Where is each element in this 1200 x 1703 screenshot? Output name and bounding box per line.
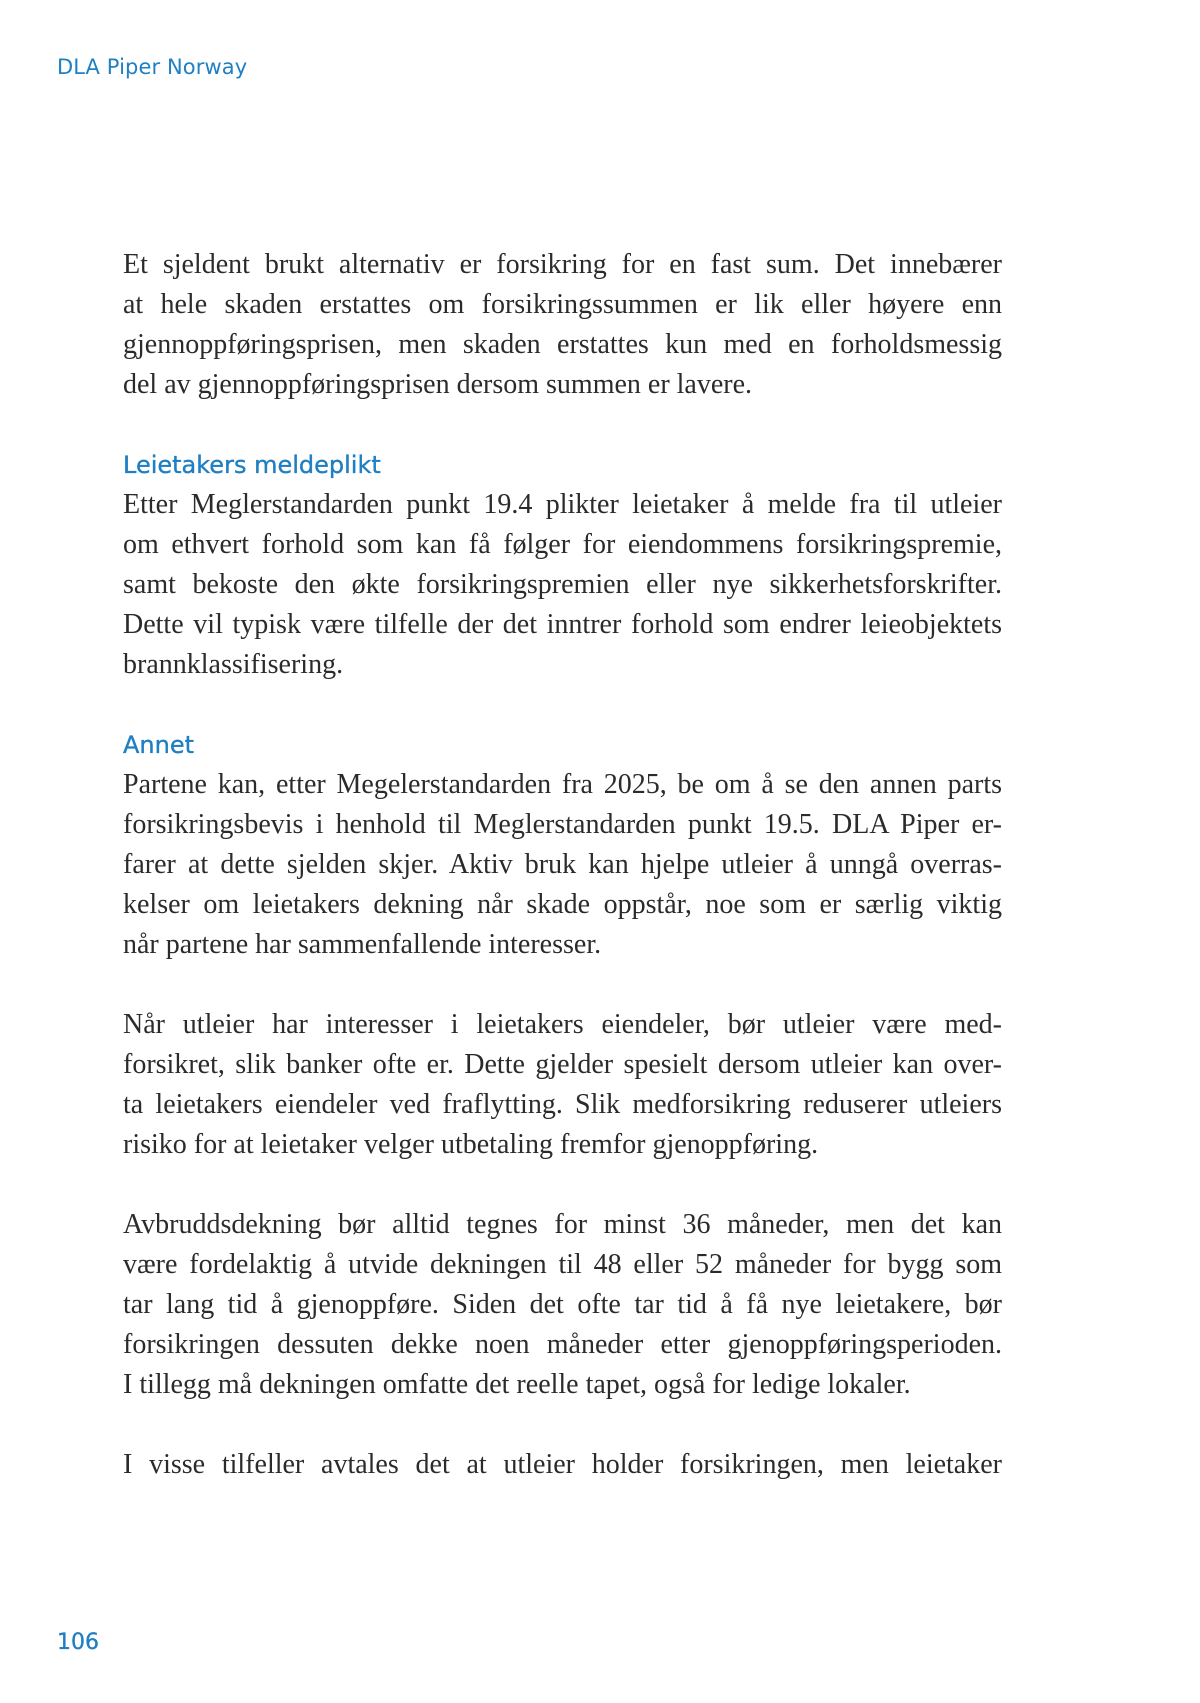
text-line: Partene kan, etter Megelerstandarden fra 2025, be om å se den annen parts bbox=[123, 769, 1002, 800]
spacer bbox=[123, 965, 1002, 1005]
section-heading-notification-duty: Leietakers meldeplikt bbox=[123, 451, 381, 479]
text-line: brannklassifisering. bbox=[123, 649, 344, 680]
section-heading-other: Annet bbox=[123, 731, 195, 759]
spacer bbox=[123, 685, 1002, 725]
paragraph-landlord-holds-insurance bbox=[123, 1445, 1002, 1485]
text-line: at hele skaden erstattes om forsikringssummen er lik eller høyere enn bbox=[123, 289, 1002, 320]
text-line: være fordelaktig å utvide dekningen til 48 eller 52 måneder for bygg som bbox=[123, 1249, 1002, 1280]
text-line: forsikret, slik banker ofte er. Dette gjelder spesielt dersom utleier kan over- bbox=[123, 1049, 1002, 1080]
text-line: Etter Meglerstandarden punkt 19.4 plikter leietaker å melde fra til utleier bbox=[123, 489, 1002, 520]
text-line: farer at dette sjelden skjer. Aktiv bruk kan hjelpe utleier å unngå overras- bbox=[123, 849, 1002, 880]
paragraph-co-insurance bbox=[123, 1005, 1002, 1165]
text-line: forsikringen dessuten dekke noen måneder etter gjenoppføringsperioden. bbox=[123, 1329, 1002, 1360]
text-line: gjennoppføringsprisen, men skaden erstattes kun med en forholdsmessig bbox=[123, 329, 1002, 360]
text-line: Dette vil typisk være tilfelle der det inntrer forhold som endrer leieobjektets bbox=[123, 609, 1002, 640]
text-line: I visse tilfeller avtales det at utleier holder forsikringen, men leietaker bbox=[123, 1449, 1002, 1480]
text-line: del av gjennoppføringsprisen dersom summen er lavere. bbox=[123, 369, 753, 400]
spacer bbox=[123, 405, 1002, 445]
paragraph-insurance-certificate bbox=[123, 765, 1002, 965]
paragraph-interruption-cover bbox=[123, 1205, 1002, 1405]
text-line: når partene har sammenfallende interesser. bbox=[123, 929, 602, 960]
text-line: tar lang tid å gjenoppføre. Siden det ofte tar tid å få nye leietakere, bør bbox=[123, 1289, 1002, 1320]
text-line: Avbruddsdekning bør alltid tegnes for minst 36 måneder, men det kan bbox=[123, 1209, 1002, 1240]
paragraph-notification-duty bbox=[123, 485, 1002, 685]
text-line: om ethvert forhold som kan få følger for eiendommens forsikringspremie, bbox=[123, 529, 1002, 560]
text-line: kelser om leietakers dekning når skade oppstår, noe som er særlig viktig bbox=[123, 889, 1002, 920]
spacer bbox=[123, 1165, 1002, 1205]
text-line: I tillegg må dekningen omfatte det reelle tapet, også for ledige lokaler. bbox=[123, 1369, 911, 1400]
paragraph-fixed-sum-insurance bbox=[123, 245, 1002, 405]
text-line: risiko for at leietaker velger utbetaling fremfor gjenoppføring. bbox=[123, 1129, 819, 1160]
text-line: Når utleier har interesser i leietakers eiendeler, bør utleier være med- bbox=[123, 1009, 1002, 1040]
spacer bbox=[123, 1405, 1002, 1445]
running-header: DLA Piper Norway bbox=[57, 55, 248, 79]
page-number: 106 bbox=[57, 1630, 99, 1655]
body-content bbox=[123, 245, 1002, 1485]
text-line: ta leietakers eiendeler ved fraflytting. Slik medforsikring reduserer utleiers bbox=[123, 1089, 1002, 1120]
text-line: Et sjeldent brukt alternativ er forsikring for en fast sum. Det innebærer bbox=[123, 249, 1002, 280]
text-line: samt bekoste den økte forsikringspremien eller nye sikkerhetsforskrifter. bbox=[123, 569, 1002, 600]
text-line: forsikringsbevis i henhold til Meglerstandarden punkt 19.5. DLA Piper er- bbox=[123, 809, 1002, 840]
